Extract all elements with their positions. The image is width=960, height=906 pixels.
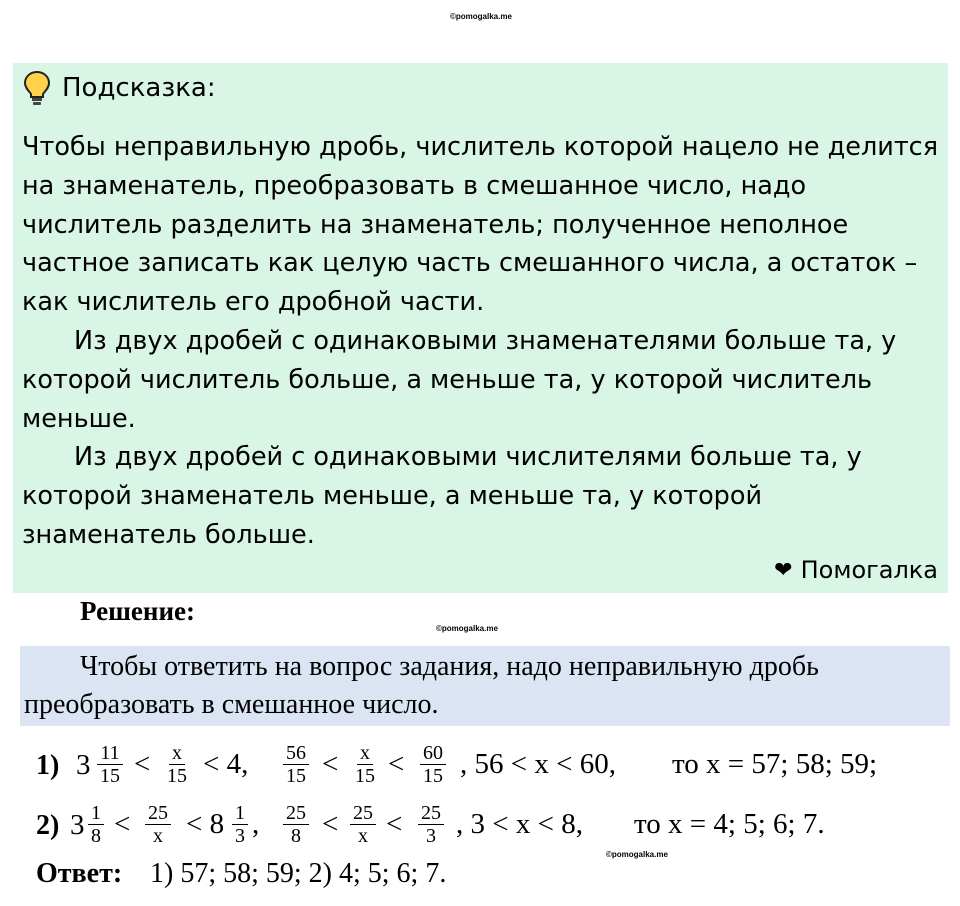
comma: , [252,808,260,840]
inequality-text: , 56 < x < 60, [460,748,616,780]
answer-label: Ответ: [36,858,123,889]
fraction: $\frac{x}{15}$ [355,742,375,787]
fraction: $\frac{25}{8}$ [283,802,309,847]
less-than: < [134,748,151,780]
result-text: то x = 4; 5; 6; 7. [634,808,825,840]
brand-signature [774,556,938,584]
fraction: $\frac{11}{15}$ [97,742,123,787]
fraction: $\frac{25}{3}$ [418,802,444,847]
solution-intro-text: Чтобы ответить на вопрос задания, надо неправильную дробь преобразовать в смешанное число. [24,651,819,720]
hint-paragraph: Чтобы неправильную дробь, числитель которой нацело не делится на знаменатель, преобразовать в смешанное число, надо числитель разделить на знаменатель; полученное неполное частное записать как целую часть смешанного числа, а остаток – как числитель его дробной части. [22,132,939,318]
hint-paragraph: Из двух дробей с одинаковыми числителями больше та, у которой знаменатель меньше, а меньше та, у которой знаменатель больше. [22,442,862,550]
result-text: то x = 57; 58; 59; [672,748,878,780]
answer-text: 1) 57; 58; 59; 2) 4; 5; 6; 7. [150,858,447,889]
watermark-bottom: ©pomogalka.me [606,850,668,859]
solution-title: Решение: [80,596,195,626]
inequality-text: < 4, [203,748,249,780]
inequality-text: , 3 < x < 8, [456,808,583,840]
hint-paragraph: Из двух дробей с одинаковыми знаменателями больше та, у которой числитель больше, а меньше та, у которой числитель меньше. [22,325,897,434]
less-than: < [114,808,131,840]
heart-icon: ❤ [774,557,793,583]
fraction: $\frac{25}{x}$ [350,802,376,847]
watermark-middle: ©pomogalka.me [436,624,498,633]
hint-title [22,70,216,106]
whole-part: 3 [76,749,91,781]
inequality-text: < 8 [186,808,225,840]
hint-title-text: Подсказка: [62,73,216,103]
less-than: < [322,808,339,840]
brand-name: Помогалка [800,556,938,584]
line-number: 2) [36,810,60,841]
fraction: $\frac{25}{x}$ [145,802,171,847]
fraction: $\frac{1}{8}$ [88,802,104,847]
hint-body [22,128,942,555]
fraction: $\frac{1}{3}$ [232,802,248,847]
fraction: $\frac{56}{15}$ [283,742,309,787]
line-number: 1) [36,750,60,781]
fraction: $\frac{60}{15}$ [420,742,446,787]
watermark-top: ©pomogalka.me [450,12,512,21]
lightbulb-icon [22,70,52,106]
solution-intro [24,648,948,724]
fraction: $\frac{x}{15}$ [167,742,187,787]
less-than: < [388,748,405,780]
whole-part: 3 [70,809,85,841]
less-than: < [386,808,403,840]
less-than: < [322,748,339,780]
